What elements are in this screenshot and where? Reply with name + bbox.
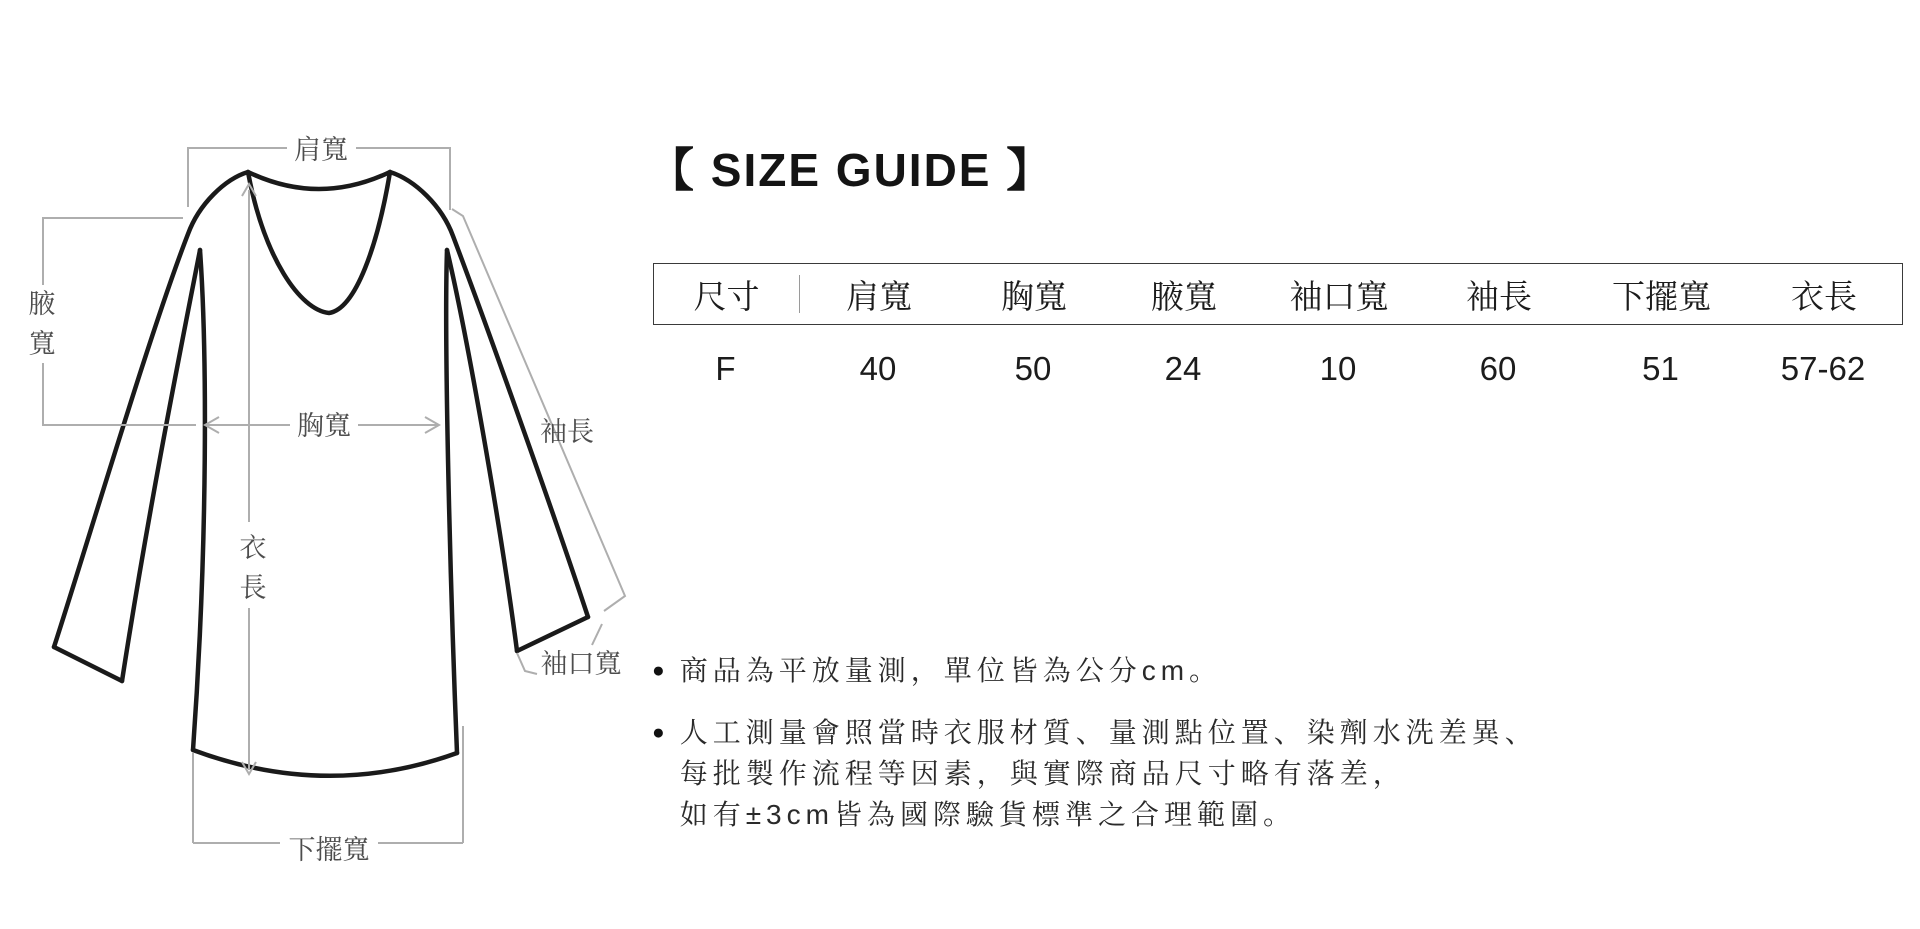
page-title: 【 SIZE GUIDE 】 [648, 144, 1055, 196]
note-line: 每批製作流程等因素，與實際商品尺寸略有落差， [679, 758, 1406, 789]
column-header-shoulder: 肩寬 [846, 277, 912, 315]
value-length: 57-62 [1780, 350, 1866, 387]
label-armpit-width-1: 腋 [28, 289, 56, 319]
bullet-icon: ● [652, 721, 665, 744]
note-line: 人工測量會照當時衣服材質、量測點位置、染劑水洗差異、 [679, 717, 1538, 748]
column-header-chest: 胸寬 [1001, 277, 1067, 315]
label-body-length-2: 長 [239, 573, 267, 603]
value-cuff: 10 [1319, 350, 1357, 387]
note-line: 商品為平放量測，單位皆為公分cm。 [679, 655, 1223, 686]
garment-outline [54, 172, 588, 776]
value-chest: 50 [1014, 350, 1052, 387]
column-header-hem: 下擺寬 [1612, 277, 1711, 315]
table-row [653, 340, 1903, 398]
measurement-note-2 [652, 712, 1538, 835]
size-table-header [653, 263, 1903, 325]
label-sleeve-length: 袖長 [540, 417, 594, 447]
column-header-length: 衣長 [1791, 277, 1857, 315]
column-header-sleeve: 袖長 [1466, 277, 1532, 315]
bullet-icon: ● [652, 659, 665, 682]
value-hem: 51 [1642, 350, 1679, 387]
measurement-labels [29, 135, 622, 865]
header-divider [799, 275, 800, 313]
column-header-cuff: 袖口寬 [1289, 277, 1389, 315]
note-line: 如有±3cm皆為國際驗貨標準之合理範圍。 [679, 799, 1296, 830]
column-header-armpit: 腋寬 [1151, 277, 1217, 315]
label-armpit-width-2: 寬 [28, 329, 56, 359]
garment-measurement-diagram [0, 0, 700, 929]
size-table [653, 263, 1903, 398]
label-chest-width: 胸寬 [297, 411, 351, 441]
label-body-length-1: 衣 [239, 533, 267, 563]
value-size: F [715, 350, 736, 387]
value-shoulder: 40 [859, 350, 897, 387]
column-header-size: 尺寸 [693, 277, 760, 315]
measurement-note-1 [652, 650, 1222, 691]
measurement-lines [43, 148, 625, 843]
value-armpit: 24 [1164, 350, 1202, 387]
label-cuff-width: 袖口寬 [540, 649, 622, 679]
value-sleeve: 60 [1479, 350, 1517, 387]
label-hem-width: 下擺寬 [288, 835, 370, 865]
label-shoulder-width: 肩寬 [294, 135, 348, 165]
